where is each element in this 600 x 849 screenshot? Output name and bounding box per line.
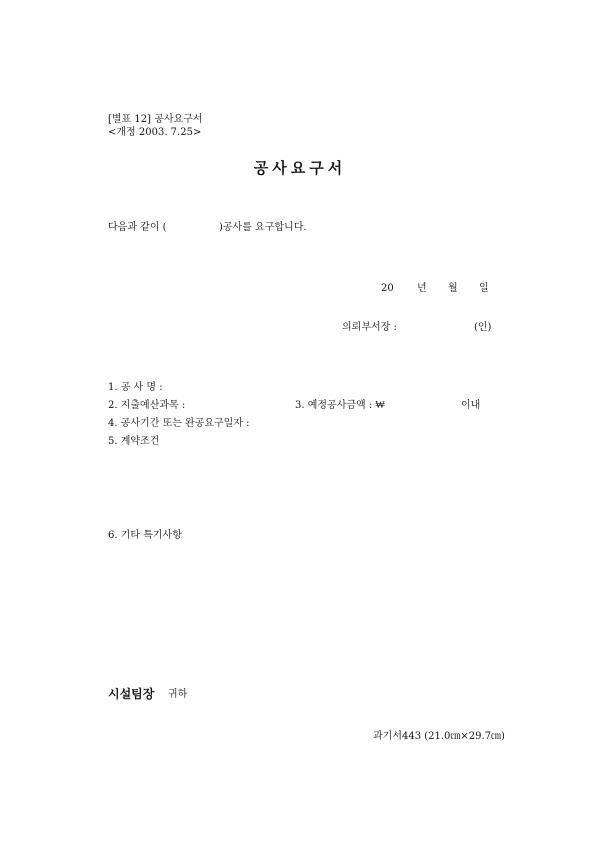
seal-label: (인) (474, 322, 492, 333)
form-id-label: [별표 12] 공사요구서 (108, 114, 203, 125)
item-budget-account: 2. 지출예산과목 : (108, 400, 186, 411)
request-prefix: 다음과 같이 ( (108, 222, 167, 233)
date-year-label: 년 (417, 283, 427, 294)
signer-label: 의뢰부서장 : (342, 322, 397, 333)
form-footer: 과기서443 (21.0㎝×29.7㎝) (373, 731, 505, 742)
item-project-name: 1. 공 사 명 : (108, 382, 163, 393)
recipient-name: 시설팀장 (108, 687, 155, 701)
date-year-prefix: 20 (381, 283, 394, 294)
date-day-label: 일 (479, 283, 489, 294)
item-special-notes: 6. 기타 특기사항 (108, 530, 182, 541)
item-construction-period: 4. 공사기간 또는 완공요구일자 : (108, 418, 250, 429)
item-contract-terms: 5. 계약조건 (108, 436, 160, 447)
revision-label: <개정 2003. 7.25> (108, 127, 202, 138)
request-suffix: )공사를 요구합니다. (219, 222, 307, 233)
item-estimated-cost-suffix: 이내 (461, 400, 481, 411)
page-title: 공사요구서 (253, 159, 347, 177)
item-estimated-cost: 3. 예정공사금액 : ₩ (295, 400, 385, 411)
date-month-label: 월 (448, 283, 458, 294)
recipient-honorific: 귀하 (168, 689, 188, 700)
